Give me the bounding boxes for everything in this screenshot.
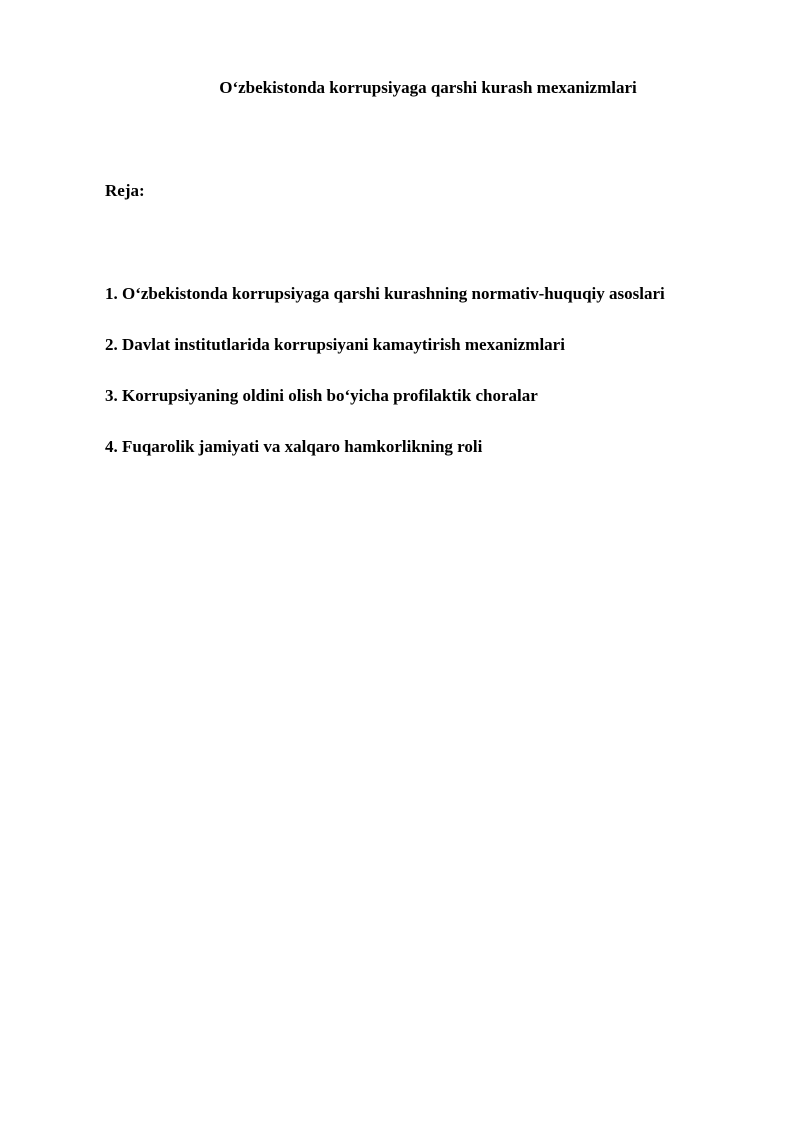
plan-item-2: 2. Davlat institutlarida korrupsiyani kamaytirish mexanizmlari <box>105 335 565 354</box>
plan-heading: Reja: <box>105 181 145 200</box>
document-title: O‘zbekistonda korrupsiyaga qarshi kurash mexanizmlari <box>219 78 637 97</box>
plan-item-4: 4. Fuqarolik jamiyati va xalqaro hamkorlikning roli <box>105 437 483 456</box>
plan-list <box>105 282 665 486</box>
plan-item-3: 3. Korrupsiyaning oldini olish bo‘yicha profilaktik choralar <box>105 386 538 405</box>
plan-item-1: 1. O‘zbekistonda korrupsiyaga qarshi kurashning normativ-huquqiy asoslari <box>105 284 665 303</box>
